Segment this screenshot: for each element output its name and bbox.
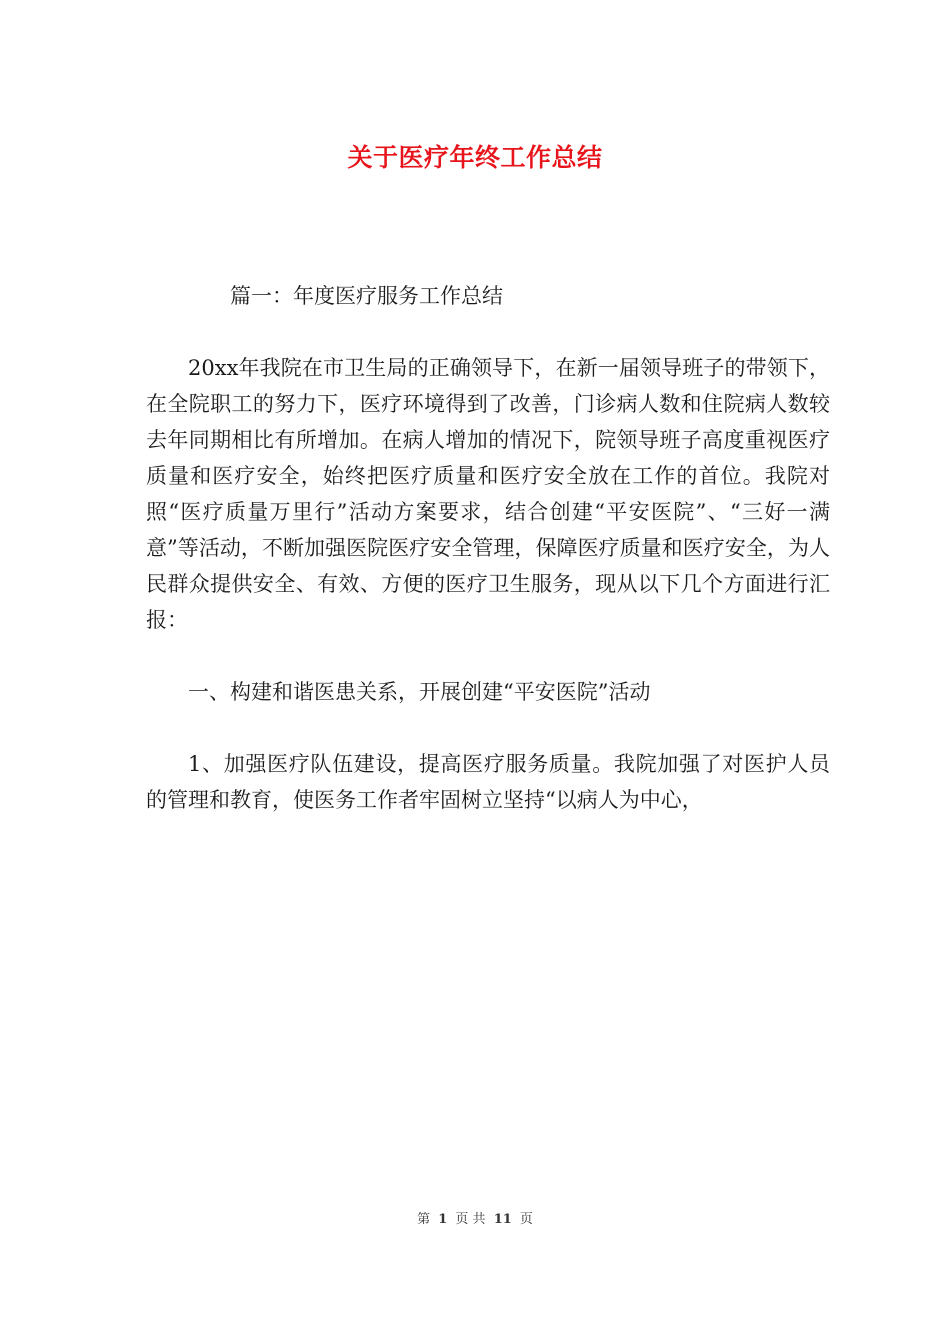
footer-page-suffix: 页 [519,1212,533,1227]
page-footer [0,1208,950,1227]
document-title: 关于医疗年终工作总结 [347,143,603,172]
document-body [146,278,830,854]
paragraph-intro: 20xx年我院在市卫生局的正确领导下，在新一届领导班子的带领下，在全院职工的努力下，医疗环境得到了改善，门诊病人数和住院病人数较去年同期相比有所增加。在病人增加的情况下，院领导班子高度重视医疗质量和医疗安全，始终把医疗质量和医疗安全放在工作的首位。我院对照“医疗质量万里行”活动方案要求，结合创建“平安医院”、“三好一满意”等活动，不断加强医院医疗安全管理，保障医疗质量和医疗安全，为人民群众提供安全、有效、方便的医疗卫生服务，现从以下几个方面进行汇报： [146,356,830,632]
footer-total-pages: 11 [493,1212,512,1227]
paragraph-item-1: 1、加强医疗队伍建设，提高医疗服务质量。我院加强了对医护人员的管理和教育，使医务工作者牢固树立坚持“以病人为中心， [146,752,830,812]
footer-current-page: 1 [438,1212,448,1227]
footer-page-mid: 页 共 [455,1212,486,1227]
footer-page-prefix: 第 [417,1212,431,1227]
section-label: 篇一：年度医疗服务工作总结 [230,284,503,308]
paragraph-heading-1: 一、构建和谐医患关系，开展创建“平安医院”活动 [188,680,651,704]
